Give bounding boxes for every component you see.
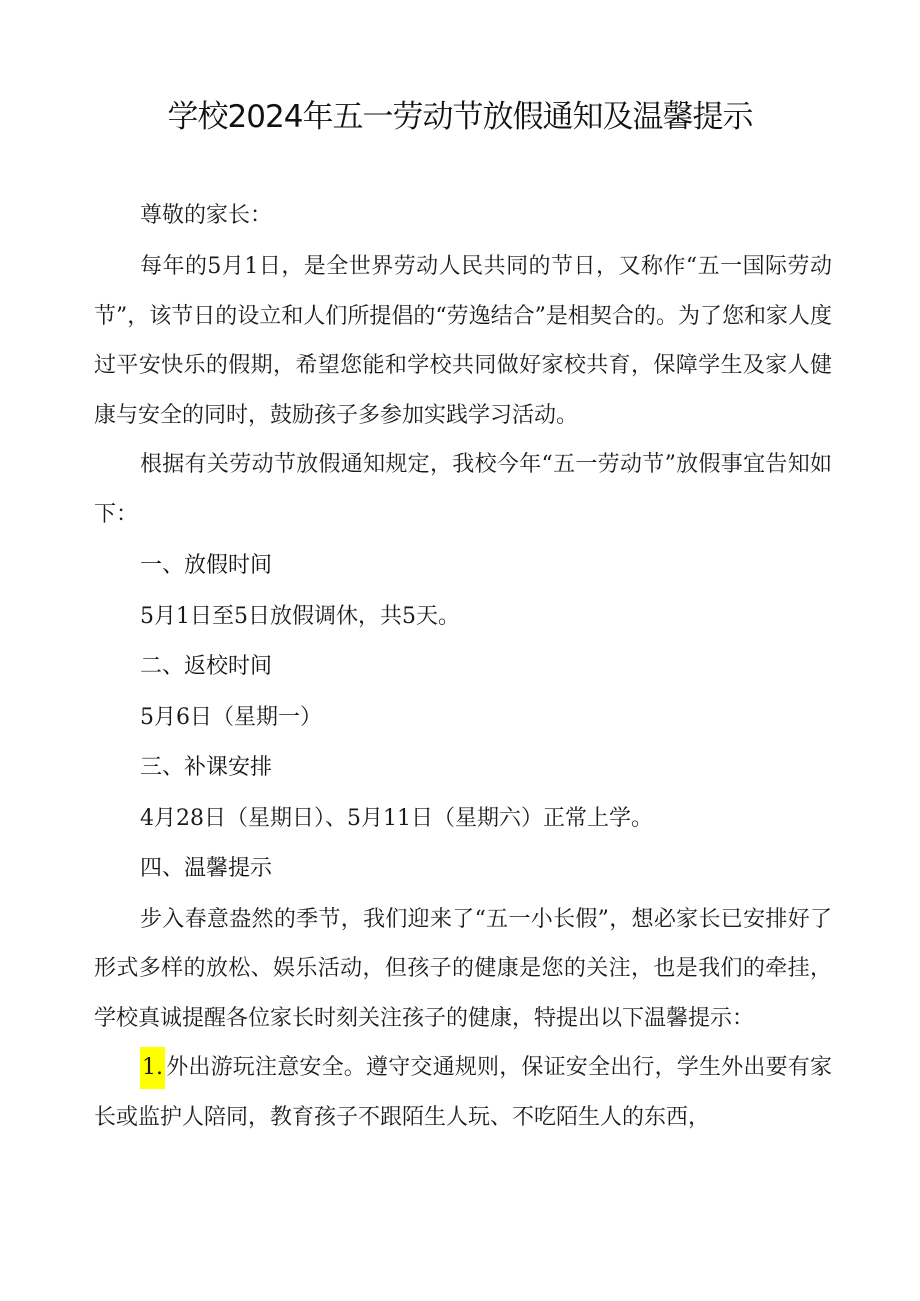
section-heading-return-time: 二、返校时间 xyxy=(140,654,273,679)
tip-1-text: 外出游玩注意安全。遵守交通规则，保证安全出行，学生外出要有家长或监护人陪同，教育孩子不跟陌生人玩、不吃陌生人的东西， xyxy=(94,1055,832,1130)
section-content-holiday-time: 5月1日至5日放假调休，共5天。 xyxy=(140,603,460,629)
section-heading-holiday-time: 一、放假时间 xyxy=(140,553,273,578)
section-content-makeup-classes: 4月28日（星期日）、5月11日（星期六）正常上学。 xyxy=(140,805,653,831)
section-heading-tips: 四、温馨提示 xyxy=(140,856,273,881)
notice-paragraph: 根据有关劳动节放假通知规定，我校今年“五一劳动节”放假事宜告知如下： xyxy=(94,452,832,527)
tip-number-highlight: 1. xyxy=(140,1047,165,1089)
section-heading-makeup-classes: 三、补课安排 xyxy=(140,755,273,780)
section-content-return-time: 5月6日（星期一） xyxy=(140,704,322,730)
greeting: 尊敬的家长： xyxy=(140,203,273,228)
intro-paragraph: 每年的5月1日，是全世界劳动人民共同的节日，又称作“五一国际劳动节”，该节日的设立和人们所提倡的“劳逸结合”是相契合的。为了您和家人度过平安快乐的假期，希望您能和学校共同做好家校共育，保障学生及家人健康与安全的同时，鼓励孩子多参加实践学习活动。 xyxy=(94,254,832,428)
document-title: 学校2024年五一劳动节放假通知及温馨提示 xyxy=(167,99,753,135)
document-body xyxy=(94,190,832,1142)
tips-intro-paragraph: 步入春意盎然的季节，我们迎来了“五一小长假”，想必家长已安排好了形式多样的放松、娱乐活动，但孩子的健康是您的关注，也是我们的牵挂，学校真诚提醒各位家长时刻关注孩子的健康，特提出以下温馨提示： xyxy=(94,906,832,1031)
tip-item-1 xyxy=(94,1043,832,1142)
